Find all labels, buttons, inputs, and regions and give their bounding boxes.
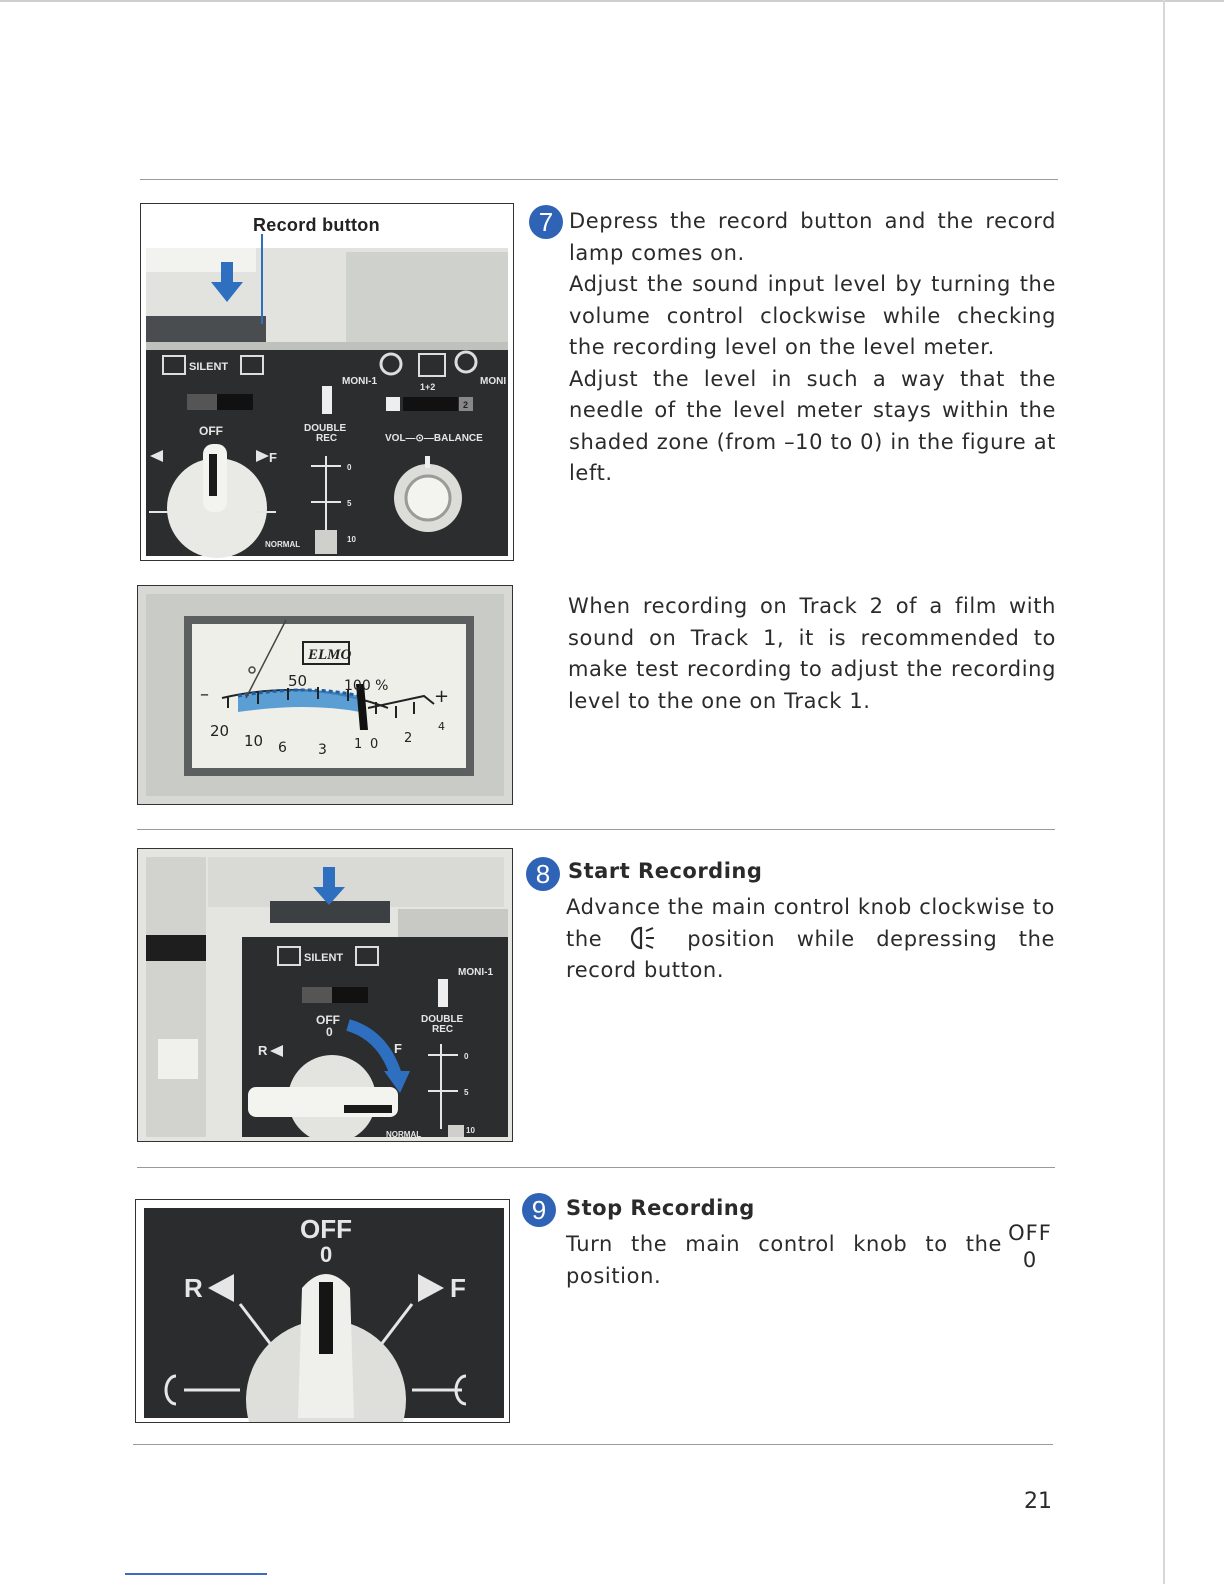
f-label: F (394, 1041, 402, 1056)
moni-label: MONI (480, 376, 507, 387)
scale-bottom: 6 (278, 740, 287, 756)
step-9-text-line1: Turn the main control knob to the (566, 1232, 1002, 1256)
scale-bottom: 4 (438, 720, 445, 733)
double-rec-label-2: REC (432, 1024, 454, 1035)
meter-plus: + (434, 686, 450, 707)
off-label: OFF (1008, 1221, 1052, 1245)
scale-bottom: 2 (404, 731, 413, 746)
scale-5: 5 (347, 499, 352, 508)
scale-top: 100 % (344, 678, 389, 694)
figure-level-meter (137, 585, 513, 805)
step-7-text (569, 206, 1056, 490)
step-number-7: 7 (529, 205, 563, 239)
moni1-label: MONI-1 (458, 967, 493, 978)
step-8-text (566, 892, 1055, 987)
double-rec-label-2: REC (316, 433, 338, 444)
divider (140, 179, 1058, 180)
text-segment: position while depressing the record button. (566, 926, 1056, 982)
paragraph: Adjust the sound input level by turning the volume control clockwise while checking the recording level on the level meter. (569, 272, 1056, 359)
double-rec-label: DOUBLE (421, 1014, 464, 1025)
figure-record-button (140, 203, 514, 561)
meter-brand: ELMO (308, 647, 352, 663)
off-zero-label (1004, 1220, 1056, 1274)
vol-balance-label: VOL—⊙—BALANCE (385, 433, 483, 444)
scale-bottom: 1 (354, 737, 363, 752)
scale-5: 5 (464, 1088, 469, 1097)
scale-0: 0 (347, 463, 352, 472)
step-number-8: 8 (526, 857, 560, 891)
f-label: F (269, 450, 277, 465)
scale-10: 10 (466, 1126, 475, 1135)
zero-label: 0 (1022, 1248, 1038, 1272)
divider (137, 829, 1055, 830)
moni1-label: MONI-1 (342, 376, 377, 387)
step-9-text-line2: position. (566, 1264, 662, 1288)
lamp-icon (628, 925, 662, 951)
step-8-heading: Start Recording (568, 859, 763, 883)
scale-top: 50 (288, 672, 308, 690)
step-number-9: 9 (522, 1193, 556, 1227)
f-label: F (450, 1273, 466, 1303)
scale-bottom: 3 (318, 742, 327, 758)
scale-bottom: 20 (210, 722, 230, 740)
normal-label: NORMAL (265, 540, 301, 549)
step-9-heading: Stop Recording (566, 1196, 755, 1220)
normal-label: NORMAL (386, 1130, 422, 1139)
scale-bottom: 0 (370, 737, 379, 752)
figure-start-recording (137, 848, 513, 1142)
footer-mark (125, 1573, 267, 1575)
text-segment: Advance the main control knob clockwise to the (566, 895, 1055, 951)
scale-10: 10 (347, 535, 356, 544)
zero-label: 0 (326, 1025, 333, 1039)
paragraph: Depress the record button and the record lamp comes on. (569, 209, 1056, 265)
note-paragraph: When recording on Track 2 of a film with sound on Track 1, it is recommended to make test recording to adjust the recording level to the one on Track 1. (568, 594, 1056, 713)
page-number: 21 (1024, 1489, 1052, 1514)
track2-label: 2 (463, 400, 469, 410)
meter-minus: – (200, 684, 209, 705)
scale-bottom: 10 (244, 732, 264, 750)
figure-stop-recording (135, 1199, 510, 1423)
top-edge (0, 0, 1224, 2)
zero-label: 0 (320, 1242, 333, 1267)
double-rec-label: DOUBLE (304, 423, 347, 434)
silent-label: SILENT (189, 361, 229, 373)
paragraph: Adjust the level in such a way that the needle of the level meter stays within the shaded zone (from –10 to 0) in the figure at left. (569, 366, 1056, 485)
silent-label: SILENT (304, 952, 344, 964)
off-label: OFF (199, 424, 223, 438)
scale-0: 0 (464, 1052, 469, 1061)
r-label: R (184, 1273, 203, 1303)
track12-label: 1+2 (420, 382, 436, 392)
divider (137, 1167, 1055, 1168)
r-label: R (258, 1043, 268, 1058)
off-label: OFF (300, 1214, 352, 1244)
off-label: OFF (316, 1013, 340, 1027)
page-edge (1163, 0, 1165, 1584)
divider (133, 1444, 1053, 1445)
figure-caption: Record button (253, 215, 380, 235)
